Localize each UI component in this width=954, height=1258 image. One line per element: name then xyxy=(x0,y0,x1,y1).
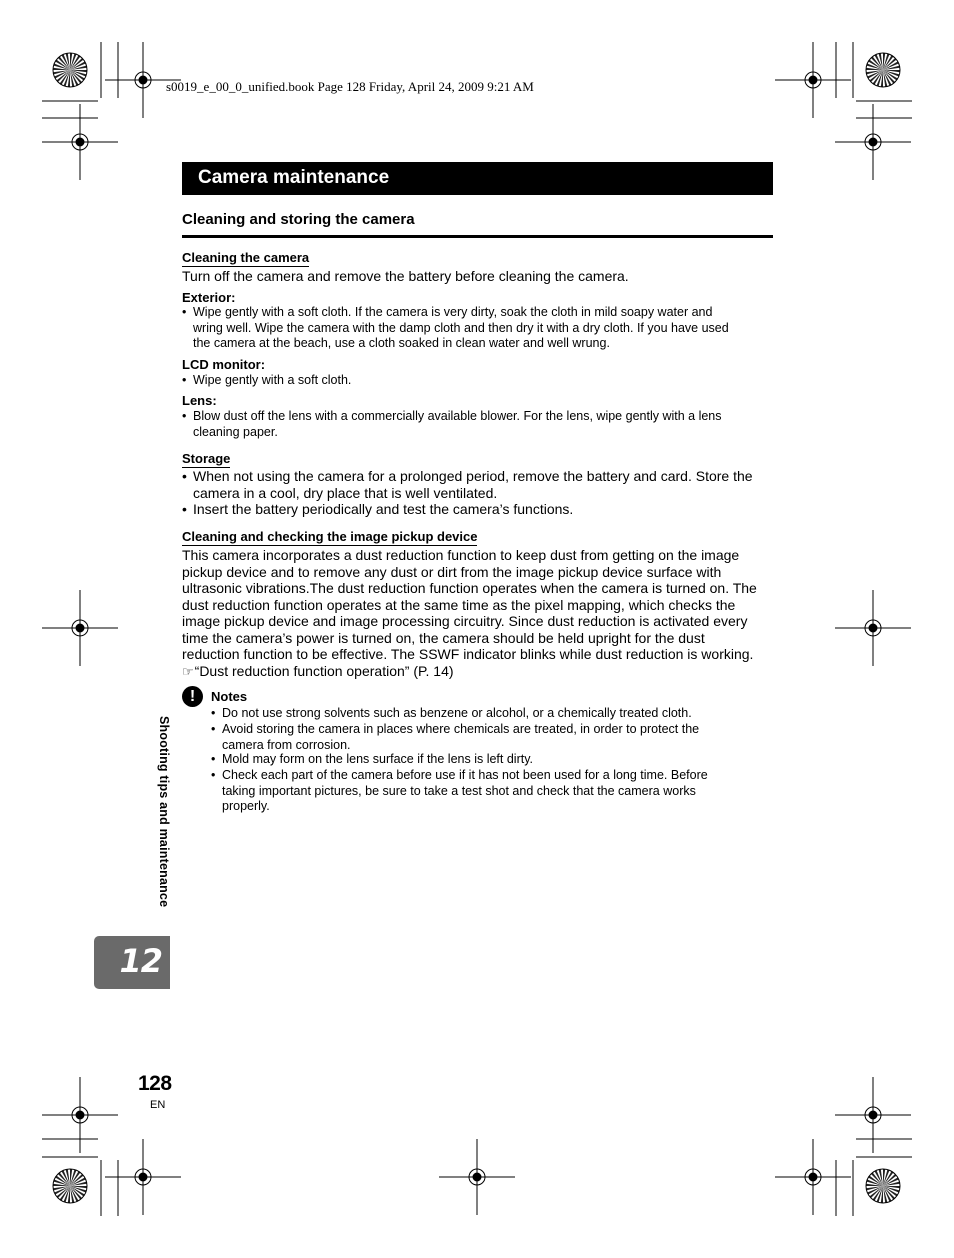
pickup-line-4: dust reduction function operates at the same time as the pixel mapping, which checks the xyxy=(182,596,736,613)
pickup-heading: Cleaning and checking the image pickup device xyxy=(182,529,478,544)
bullet-mark: • xyxy=(182,501,187,517)
registration-crosshair xyxy=(835,1077,911,1153)
storage-line-2: camera in a cool, dry place that is well ventilated. xyxy=(193,484,498,501)
caution-icon: ! xyxy=(182,686,203,707)
registration-rosette xyxy=(866,1169,900,1203)
lens-line-2: cleaning paper. xyxy=(193,424,278,439)
bullet-mark: • xyxy=(182,373,187,387)
cleaning-intro: Turn off the camera and remove the battery before cleaning the camera. xyxy=(182,268,629,284)
bullet-mark: • xyxy=(182,468,187,484)
section-rule xyxy=(182,235,773,238)
section-title: Cleaning and storing the camera xyxy=(182,211,415,228)
reference-pointer-icon: ☞ xyxy=(182,663,194,679)
registration-crosshair xyxy=(42,104,118,180)
bullet-mark: • xyxy=(182,305,187,319)
registration-rosette xyxy=(53,53,87,87)
exterior-line-2: wring well. Wipe the camera with the damp cloth and then dry it with a dry cloth. If you have used xyxy=(193,320,729,335)
registration-crosshair xyxy=(42,1077,118,1153)
exterior-label: Exterior: xyxy=(182,290,236,305)
registration-crosshair xyxy=(835,104,911,180)
registration-crosshair xyxy=(105,1139,181,1215)
storage-line-1: When not using the camera for a prolonged period, remove the battery and card. Store the xyxy=(193,468,753,484)
lens-label: Lens: xyxy=(182,393,217,408)
registration-rosette xyxy=(53,1169,87,1203)
pickup-line-2: pickup device and to remove any dust or dirt from the image pickup device surface with xyxy=(182,563,722,580)
pickup-line-7: reduction function to be effective. The SSWF indicator blinks while dust reduction is working. xyxy=(182,646,754,662)
cleaning-heading: Cleaning the camera xyxy=(182,250,310,265)
chapter-tab xyxy=(94,936,170,989)
bullet-mark: • xyxy=(182,409,187,423)
bullet-mark: • xyxy=(211,706,216,720)
bullet-mark: • xyxy=(211,768,216,782)
note-2-line-2: camera from corrosion. xyxy=(222,737,351,752)
registration-rosette xyxy=(866,53,900,87)
page-number: 128 xyxy=(138,1072,172,1095)
registration-crosshair xyxy=(439,1139,515,1215)
reference-link[interactable]: “Dust reduction function operation” (P. 14) xyxy=(194,662,454,679)
print-header: s0019_e_00_0_unified.book Page 128 Friday, April 24, 2009 9:21 AM xyxy=(166,79,534,94)
page-title: Camera maintenance xyxy=(198,167,390,188)
note-4-line-1: Check each part of the camera before use if it has not been used for a long time. Before xyxy=(222,768,708,782)
lcd-label: LCD monitor: xyxy=(182,357,266,372)
pickup-reference xyxy=(182,663,454,681)
registration-crosshair xyxy=(775,42,851,118)
note-3-line-1: Mold may form on the lens surface if the lens is left dirty. xyxy=(222,752,534,766)
note-2-line-1: Avoid storing the camera in places where chemicals are treated, in order to protect the xyxy=(222,722,700,736)
pickup-line-1: This camera incorporates a dust reduction function to keep dust from getting on the image xyxy=(182,547,740,563)
notes-label: Notes xyxy=(211,689,248,704)
note-1-line-1: Do not use strong solvents such as benzene or alcohol, or a chemically treated cloth. xyxy=(222,706,692,720)
chapter-number: 12 xyxy=(119,942,162,980)
pickup-line-3: ultrasonic vibrations.The dust reduction function operates when the camera is turned on. The xyxy=(182,580,757,596)
exterior-line-1: Wipe gently with a soft cloth. If the camera is very dirty, soak the cloth in mild soapy water and xyxy=(193,305,713,319)
registration-crosshair xyxy=(835,590,911,666)
storage-heading: Storage xyxy=(182,451,231,466)
exterior-line-3: the camera at the beach, use a cloth soaked in clean water and well wrung. xyxy=(193,336,610,350)
registration-crosshair xyxy=(775,1139,851,1215)
lcd-line-1: Wipe gently with a soft cloth. xyxy=(193,373,352,387)
title-bar xyxy=(182,162,773,195)
note-4-line-2: taking important pictures, be sure to take a test shot and check that the camera works xyxy=(222,783,696,798)
lens-line-1: Blow dust off the lens with a commercially available blower. For the lens, wipe gently with a lens xyxy=(193,409,722,423)
pickup-line-6: time the camera’s power is turned on, the camera should be held upright for the dust xyxy=(182,629,705,646)
bullet-mark: • xyxy=(211,722,216,736)
note-4-line-3: properly. xyxy=(222,799,270,813)
registration-crosshair xyxy=(42,590,118,666)
storage-line-3: Insert the battery periodically and test the camera’s functions. xyxy=(193,501,574,517)
chapter-section-name: Shooting tips and maintenance xyxy=(157,716,171,908)
pickup-line-5: image pickup device and image processing circuitry. Since dust reduction is activated every xyxy=(182,613,748,629)
language-code: EN xyxy=(150,1099,166,1111)
bullet-mark: • xyxy=(211,752,216,766)
